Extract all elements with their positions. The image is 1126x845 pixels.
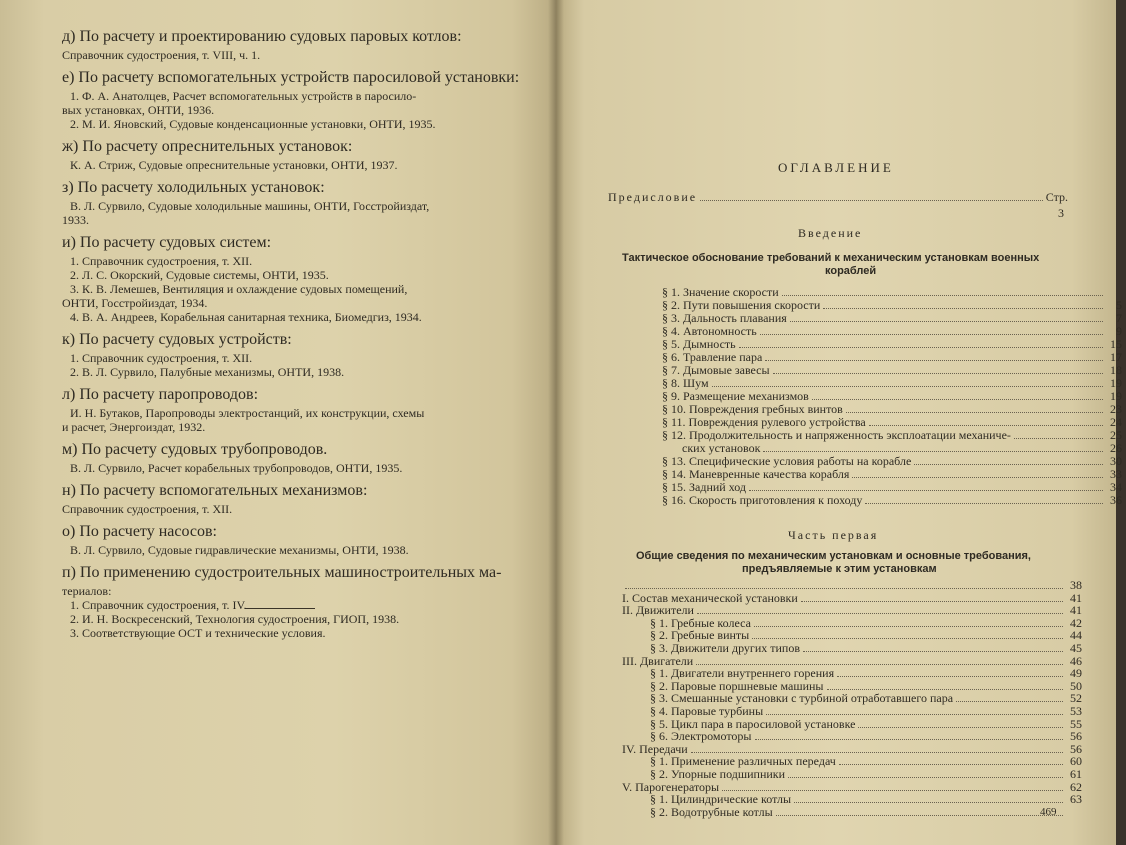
toc-leader-dots — [755, 738, 1064, 740]
toc-entry — [662, 454, 1122, 468]
toc-entry — [662, 376, 1122, 390]
toc-entry-page: 52 — [1070, 691, 1082, 706]
toc-leader-dots — [812, 398, 1103, 400]
intro-subtitle-1: Тактическое обоснование требований к механическим установкам военных — [622, 252, 1040, 264]
preface-page-head: Стр. — [1045, 190, 1068, 204]
toc-title: ОГЛАВЛЕНИЕ — [778, 160, 894, 175]
toc-leader-dots — [865, 502, 1103, 504]
toc-entry-label: II. Движители — [622, 603, 694, 618]
toc-entry-label: § 6. Электромоторы — [650, 729, 752, 744]
toc-leader-dots — [1014, 437, 1103, 439]
bibliography-line: ОНТИ, Госстройиздат, 1934. — [62, 296, 208, 310]
toc-entry-page: 18 — [1110, 363, 1122, 377]
toc-entry-label: § 3. Движители других типов — [650, 641, 801, 655]
toc-entry — [662, 389, 1122, 403]
toc-entry-label: § 11. Повреждения рулевого устройства — [662, 415, 866, 429]
toc-entry-label: § 5. Дымность — [662, 337, 736, 351]
intro-subtitle-2: кораблей — [825, 265, 877, 277]
toc-entry-page: 61 — [1070, 767, 1082, 781]
toc-entry-page: 50 — [1070, 678, 1082, 693]
toc-entry — [662, 285, 1122, 299]
bibliography-line: и расчет, Энергоиздат, 1932. — [62, 420, 206, 434]
toc-entry-label: ских установок — [682, 441, 761, 455]
toc-entry-label: § 4. Паровые турбины — [650, 704, 764, 718]
bibliography-heading: е) По расчету вспомогательных устройств паросиловой установки: — [62, 69, 520, 86]
book-gutter — [548, 0, 564, 845]
toc-entry-page: 46 — [1070, 653, 1082, 668]
toc-entry-label: I. Состав механической установки — [622, 590, 798, 605]
toc-entry-page: 36 — [1110, 493, 1122, 507]
bibliography-line: В. Л. Сурвило, Расчет корабельных трубопроводов, ОНТИ, 1935. — [70, 461, 403, 475]
bibliography-line: 2. Л. С. Окорский, Судовые системы, ОНТИ, 1935. — [70, 268, 329, 282]
toc-entry — [662, 298, 1122, 312]
toc-leader-dots — [790, 320, 1103, 322]
bibliography-heading: п) По применению судостроительных машиностроительных ма- — [62, 564, 502, 581]
bibliography-heading: и) По расчету судовых систем: — [62, 234, 272, 251]
toc-leader-dots — [712, 385, 1103, 387]
preface-page: 3 — [1058, 206, 1064, 220]
toc-entry-page: 41 — [1070, 603, 1082, 618]
toc-entry-label: § 2. Паровые поршневые машины — [650, 678, 824, 693]
toc-leader-dots — [914, 463, 1103, 465]
toc-leader-dots — [837, 675, 1063, 677]
toc-entry-page: 53 — [1070, 704, 1082, 718]
toc-leader-dots — [858, 726, 1063, 728]
toc-entry-page: 55 — [1070, 716, 1082, 731]
toc-leader-dots — [794, 801, 1063, 803]
toc-entry-page: 19 — [1110, 376, 1122, 390]
toc-leader-dots — [846, 411, 1103, 413]
toc-entry-page: 63 — [1070, 792, 1082, 807]
toc-leader-dots — [625, 587, 1063, 589]
toc-leader-dots — [697, 612, 1063, 614]
toc-entry-page: 30 — [1110, 454, 1122, 468]
toc-entry-page: 62 — [1070, 779, 1082, 794]
toc-leader-dots — [803, 650, 1063, 652]
toc-entry-label: § 12. Продолжительность и напряженность эксплоатации механиче- — [662, 428, 1011, 442]
toc-entry-page: 5 — [1116, 298, 1122, 312]
toc-leader-dots — [852, 476, 1103, 478]
toc-leader-dots — [754, 625, 1063, 627]
toc-entry — [662, 311, 1122, 325]
toc-leader-dots — [766, 713, 1063, 715]
bibliography-heading: д) По расчету и проектированию судовых паровых котлов: — [62, 28, 462, 45]
toc-entry-label: § 2. Пути повышения скорости — [662, 298, 821, 312]
bibliography-line: 3. К. В. Лемешев, Вентиляция и охлаждение судовых помещений, — [70, 282, 408, 296]
toc-leader-dots — [773, 372, 1103, 374]
bibliography-line: вых установках, ОНТИ, 1936. — [62, 103, 215, 117]
toc-entry-page: 25 — [1110, 428, 1122, 442]
toc-entry-label: III. Двигатели — [622, 653, 694, 668]
toc-entry — [662, 350, 1122, 364]
end-rule — [245, 608, 315, 609]
toc-entry-label: § 10. Повреждения гребных винтов — [662, 402, 843, 416]
bibliography-line: В. Л. Сурвило, Судовые холодильные машины, ОНТИ, Госстройиздат, — [70, 199, 430, 213]
toc-leader-dots — [823, 307, 1103, 309]
toc-entry-page: 9 — [1116, 324, 1122, 338]
toc-entry — [662, 467, 1122, 481]
toc-entry-label: § 2. Упорные подшипники — [650, 767, 786, 781]
toc-entry-label: § 1. Гребные колеса — [650, 615, 751, 630]
toc-entry — [662, 441, 1122, 455]
toc-entry — [662, 480, 1122, 494]
toc-entry-label: § 16. Скорость приготовления к походу — [662, 493, 863, 507]
toc-entry-page: 19 — [1110, 389, 1122, 403]
toc-entry-label: § 5. Цикл пара в паросиловой установке — [650, 716, 856, 731]
bibliography-line: 1. Ф. А. Анатолцев, Расчет вспомогательных устройств в паросило- — [70, 89, 417, 103]
bibliography-heading: м) По расчету судовых трубопроводов. — [62, 441, 328, 458]
toc-entry-page: 33 — [1110, 467, 1122, 481]
bibliography-heading: к) По расчету судовых устройств: — [62, 331, 292, 348]
bibliography-line: 2. И. Н. Воскресенский, Технология судостроения, ГИОП, 1938. — [70, 612, 400, 626]
bibliography-line: 2. М. И. Яновский, Судовые конденсационные установки, ОНТИ, 1935. — [70, 117, 436, 131]
bibliography-line: Справочник судостроения, т. VIII, ч. 1. — [62, 48, 261, 62]
bibliography-line: 2. В. Л. Сурвило, Палубные механизмы, ОНТИ, 1938. — [70, 365, 345, 379]
toc-entry-page: 60 — [1070, 754, 1082, 769]
toc-leader-dots — [801, 600, 1063, 602]
toc-leader-dots — [765, 359, 1103, 361]
toc-leader-dots — [782, 294, 1103, 296]
part-subtitle-1: Общие сведения по механическим установкам и основные требования, — [636, 550, 1031, 562]
toc-leader-dots — [956, 700, 1063, 702]
toc-entry-page: 56 — [1070, 729, 1082, 744]
toc-entry-label: § 2. Водотрубные котлы — [650, 804, 773, 819]
toc-entry — [662, 363, 1122, 377]
bibliography-heading: о) По расчету насосов: — [62, 523, 217, 540]
bibliography-line: 4. В. А. Андреев, Корабельная санитарная техника, Биомедгиз, 1934. — [70, 310, 422, 324]
toc-entry-label: § 15. Задний ход — [662, 480, 747, 494]
toc-entry-page: 41 — [1070, 590, 1082, 605]
toc-entry-page: 24 — [1110, 415, 1122, 429]
toc-entry-label: § 1. Значение скорости — [662, 285, 779, 299]
toc-entry-page: 7 — [1116, 311, 1122, 325]
toc-leader-dots — [749, 489, 1103, 491]
toc-leader-dots — [760, 333, 1103, 335]
part-title: Часть первая — [788, 528, 879, 542]
toc-leader-dots — [788, 776, 1063, 778]
bibliography-line: 1933. — [62, 213, 89, 227]
bibliography-heading: н) По расчету вспомогательных механизмов: — [62, 482, 368, 499]
toc-entry-page: 42 — [1070, 615, 1082, 630]
toc-entry-label: V. Парогенераторы — [622, 779, 720, 794]
toc-leader-dots — [869, 424, 1103, 426]
toc-leader-dots — [827, 688, 1064, 690]
toc-entry-label: § 7. Дымовые завесы — [662, 363, 770, 377]
bibliography-line: териалов: — [62, 584, 112, 598]
toc-entry — [662, 324, 1122, 338]
toc-entry-page: 15 — [1110, 337, 1122, 351]
bibliography-line: К. А. Стриж, Судовые опреснительные установки, ОНТИ, 1937. — [70, 158, 398, 172]
toc-entry-page: 45 — [1070, 641, 1082, 655]
toc-entry-page: 49 — [1070, 666, 1082, 681]
toc-entry-label: § 6. Травление пара — [662, 350, 763, 364]
intro-title: Введение — [798, 226, 863, 240]
toc-entry-page: 23 — [1110, 402, 1122, 416]
toc-entry — [662, 402, 1122, 416]
toc-entry-label: § 13. Специфические условия работы на корабле — [662, 454, 912, 468]
bibliography-line: В. Л. Сурвило, Судовые гидравлические механизмы, ОНТИ, 1938. — [70, 543, 409, 557]
toc-entry — [622, 805, 1082, 819]
toc-leader-dots — [739, 346, 1103, 348]
toc-leader-dots — [691, 751, 1063, 753]
bibliography-line: 1. Справочник судостроения, т. IV. — [70, 598, 247, 612]
bibliography-line: 1. Справочник судостроения, т. XII. — [70, 254, 253, 268]
bibliography-heading: з) По расчету холодильных установок: — [62, 179, 325, 196]
toc-leader-dots — [752, 637, 1063, 639]
toc-leader-dots — [696, 663, 1063, 665]
preface-label: Предисловие — [608, 190, 698, 204]
toc-entry — [662, 337, 1122, 351]
toc-entry-label: § 8. Шум — [662, 376, 709, 390]
toc-entry-page: 34 — [1110, 480, 1122, 494]
toc-entry-page: 38 — [1070, 578, 1082, 592]
toc-leader-dots — [776, 814, 1063, 816]
toc-entry-label: § 3. Дальность плавания — [662, 311, 787, 325]
toc-entry — [662, 415, 1122, 429]
toc-leader-dots — [763, 450, 1103, 452]
page-number: 469 — [1040, 806, 1057, 818]
toc-entry-label: § 2. Гребные винты — [650, 628, 750, 643]
toc-entry-page: 26 — [1110, 441, 1122, 455]
toc-entry-page: 17 — [1110, 350, 1122, 364]
bibliography-line: Справочник судостроения, т. XII. — [62, 502, 233, 516]
toc-entry-label: § 1. Двигатели внутреннего горения — [650, 666, 835, 681]
bibliography-heading: ж) По расчету опреснительных установок: — [62, 138, 353, 155]
toc-entry-label: § 1. Цилиндрические котлы — [650, 792, 792, 807]
toc-entry-label: § 14. Маневренные качества корабля — [662, 467, 850, 481]
bibliography-line: И. Н. Бутаков, Паропроводы электростанций, их конструкции, схемы — [70, 406, 425, 420]
toc-entry-label: § 9. Размещение механизмов — [662, 389, 809, 403]
bibliography-line: 1. Справочник судостроения, т. XII. — [70, 351, 253, 365]
toc-entry — [662, 428, 1122, 442]
bibliography-line: 3. Соответствующие ОСТ и технические условия. — [70, 626, 326, 640]
toc-entry-label: § 3. Смешанные установки с турбиной отработавшего пара — [650, 691, 954, 706]
toc-leader-dots — [839, 763, 1063, 765]
toc-entry-label: § 4. Автономность — [662, 324, 757, 338]
toc-entry-label: IV. Передачи — [622, 741, 688, 756]
bibliography-heading: л) По расчету паропроводов: — [62, 386, 259, 403]
toc-entry-page: 44 — [1070, 628, 1082, 643]
toc-leader-dots — [722, 789, 1063, 791]
toc-entry-page: 56 — [1070, 741, 1082, 756]
toc-entry — [662, 493, 1122, 507]
toc-entry-label: § 1. Применение различных передач — [650, 754, 836, 769]
part-subtitle-2: предъявляемые к этим установкам — [742, 563, 937, 575]
